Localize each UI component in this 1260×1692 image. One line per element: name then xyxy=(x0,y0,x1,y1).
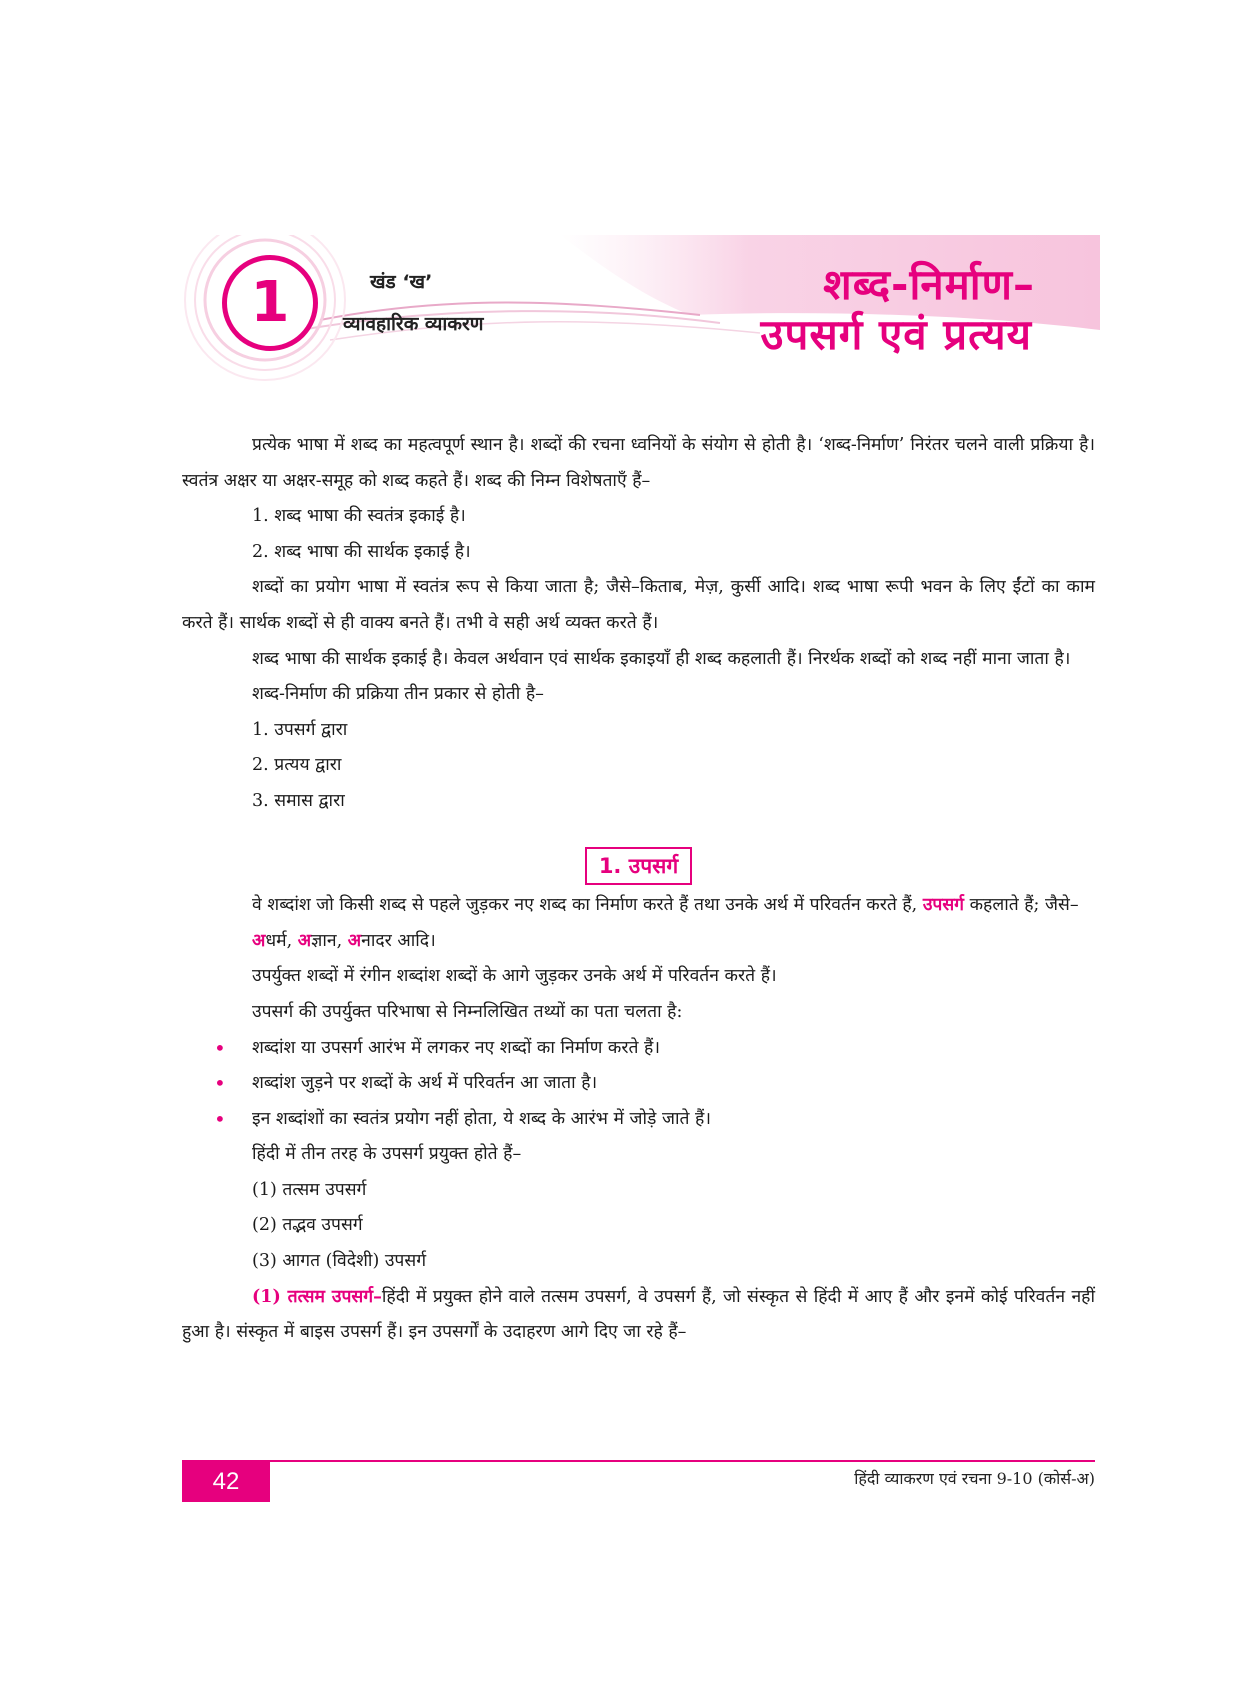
bullet-item xyxy=(182,1102,1095,1138)
colored-note: उपर्युक्त शब्दों में रंगीन शब्दांश शब्दों के आगे जुड़कर उनके अर्थ में परिवर्तन करते हैं। xyxy=(252,966,777,987)
page-body xyxy=(182,428,1095,1351)
bullet-text: शब्दांश या उपसर्ग आरंभ में लगकर नए शब्दों का निर्माण करते हैं। xyxy=(252,1037,660,1058)
section-subtitle: व्यावहारिक व्याकरण xyxy=(343,313,484,335)
bullet-text: शब्दांश जुड़ने पर शब्दों के अर्थ में परिवर्तन आ जाता है। xyxy=(252,1073,598,1094)
example-separator: , xyxy=(286,930,298,951)
tatsam-term: (1) तत्सम उपसर्ग– xyxy=(252,1286,382,1307)
example-prefix: अ xyxy=(252,930,266,951)
type-item: (2) तद्भव उपसर्ग xyxy=(252,1215,363,1236)
book-title: हिंदी व्याकरण एवं रचना 9-10 (कोर्स-अ) xyxy=(854,1469,1095,1488)
footer-divider xyxy=(182,1460,1095,1462)
bullet-dot-icon: • xyxy=(214,1035,226,1060)
types-intro: हिंदी में तीन तरह के उपसर्ग प्रयुक्त होते हैं– xyxy=(252,1144,522,1165)
type-item: (1) तत्सम उपसर्ग xyxy=(252,1179,367,1200)
intro-paragraph-4: शब्द-निर्माण की प्रक्रिया तीन प्रकार से होती है– xyxy=(252,684,544,705)
tatsam-paragraph xyxy=(182,1280,1095,1351)
feature-item: 2. शब्द भाषा की सार्थक इकाई है। xyxy=(252,541,471,562)
page-number: 42 xyxy=(182,1462,270,1502)
section-heading-text: 1. उपसर्ग xyxy=(585,847,692,885)
tatsam-text: हिंदी में प्रयुक्त होने वाले तत्सम उपसर्ग, वे उपसर्ग हैं, जो संस्कृत से हिंदी में आए हैं और इनमें कोई परिवर्तन नहीं हुआ है। संस्कृत में बाइस उपसर्ग हैं। इन उपसर्गों के उदाहरण आगे दिए जा रहे हैं– xyxy=(182,1286,1095,1343)
definition-paragraph xyxy=(182,888,1095,924)
intro-paragraph-2: शब्दों का प्रयोग भाषा में स्वतंत्र रूप से किया जाता है; जैसे–किताब, मेज़, कुर्सी आदि। शब्द भाषा रूपी भवन के लिए ईंटों का काम करते हैं। सार्थक शब्दों से ही वाक्य बनते हैं। तभी वे सही अर्थ व्यक्त करते हैं। xyxy=(182,577,1095,633)
definition-text-2: कहलाते हैं; जैसे– xyxy=(964,895,1079,916)
method-item: 1. उपसर्ग द्वारा xyxy=(252,719,348,740)
bullet-dot-icon: • xyxy=(214,1071,226,1096)
method-item: 3. समास द्वारा xyxy=(252,790,345,811)
example-rest: नादर xyxy=(361,930,392,951)
intro-paragraph-1: प्रत्येक भाषा में शब्द का महत्वपूर्ण स्थान है। शब्दों की रचना ध्वनियों के संयोग से होती है। ‘शब्द-निर्माण’ निरंतर चलने वाली प्रक्रिया है। स्वतंत्र अक्षर या अक्षर-समूह को शब्द कहते हैं। शब्द की निम्न विशेषताएँ हैं– xyxy=(182,435,1095,491)
example-separator: , xyxy=(336,930,348,951)
example-prefix: अ xyxy=(347,930,362,951)
type-item: (3) आगत (विदेशी) उपसर्ग xyxy=(252,1251,427,1272)
definition-term: उपसर्ग xyxy=(922,895,965,916)
chapter-title-line1: शब्द-निर्माण– xyxy=(823,260,1035,309)
intro-paragraph-3: शब्द भाषा की सार्थक इकाई है। केवल अर्थवान एवं सार्थक इकाइयाँ ही शब्द कहलाती हैं। निरर्थक शब्दों को शब्द नहीं माना जाता है। xyxy=(252,648,1071,669)
examples-end: आदि। xyxy=(391,930,436,951)
method-item: 2. प्रत्यय द्वारा xyxy=(252,755,342,776)
header-swoosh-graphic xyxy=(0,235,1260,385)
section-heading-upsarg xyxy=(182,847,1095,887)
feature-item: 1. शब्द भाषा की स्वतंत्र इकाई है। xyxy=(252,506,466,527)
chapter-title-line2: उपसर्ग एवं प्रत्यय xyxy=(760,310,1032,359)
section-label: खंड ‘ख’ xyxy=(370,271,433,293)
bullet-dot-icon: • xyxy=(214,1106,226,1131)
definition-text-1: वे शब्दांश जो किसी शब्द से पहले जुड़कर नए शब्द का निर्माण करते हैं तथा उनके अर्थ में परिवर्तन करते हैं, xyxy=(252,895,923,916)
bullet-item xyxy=(182,1066,1095,1102)
chapter-number-badge: 1 xyxy=(222,255,318,351)
chapter-header-banner xyxy=(0,235,1260,385)
example-prefix: अ xyxy=(297,930,312,951)
examples-line xyxy=(182,924,1095,960)
bullet-item xyxy=(182,1031,1095,1067)
example-rest: धर्म xyxy=(265,930,287,951)
bullet-text: इन शब्दांशों का स्वतंत्र प्रयोग नहीं होता, ये शब्द के आरंभ में जोड़े जाते हैं। xyxy=(252,1108,711,1129)
facts-intro: उपसर्ग की उपर्युक्त परिभाषा से निम्नलिखित तथ्यों का पता चलता है: xyxy=(252,1001,683,1022)
example-rest: ज्ञान xyxy=(311,930,337,951)
